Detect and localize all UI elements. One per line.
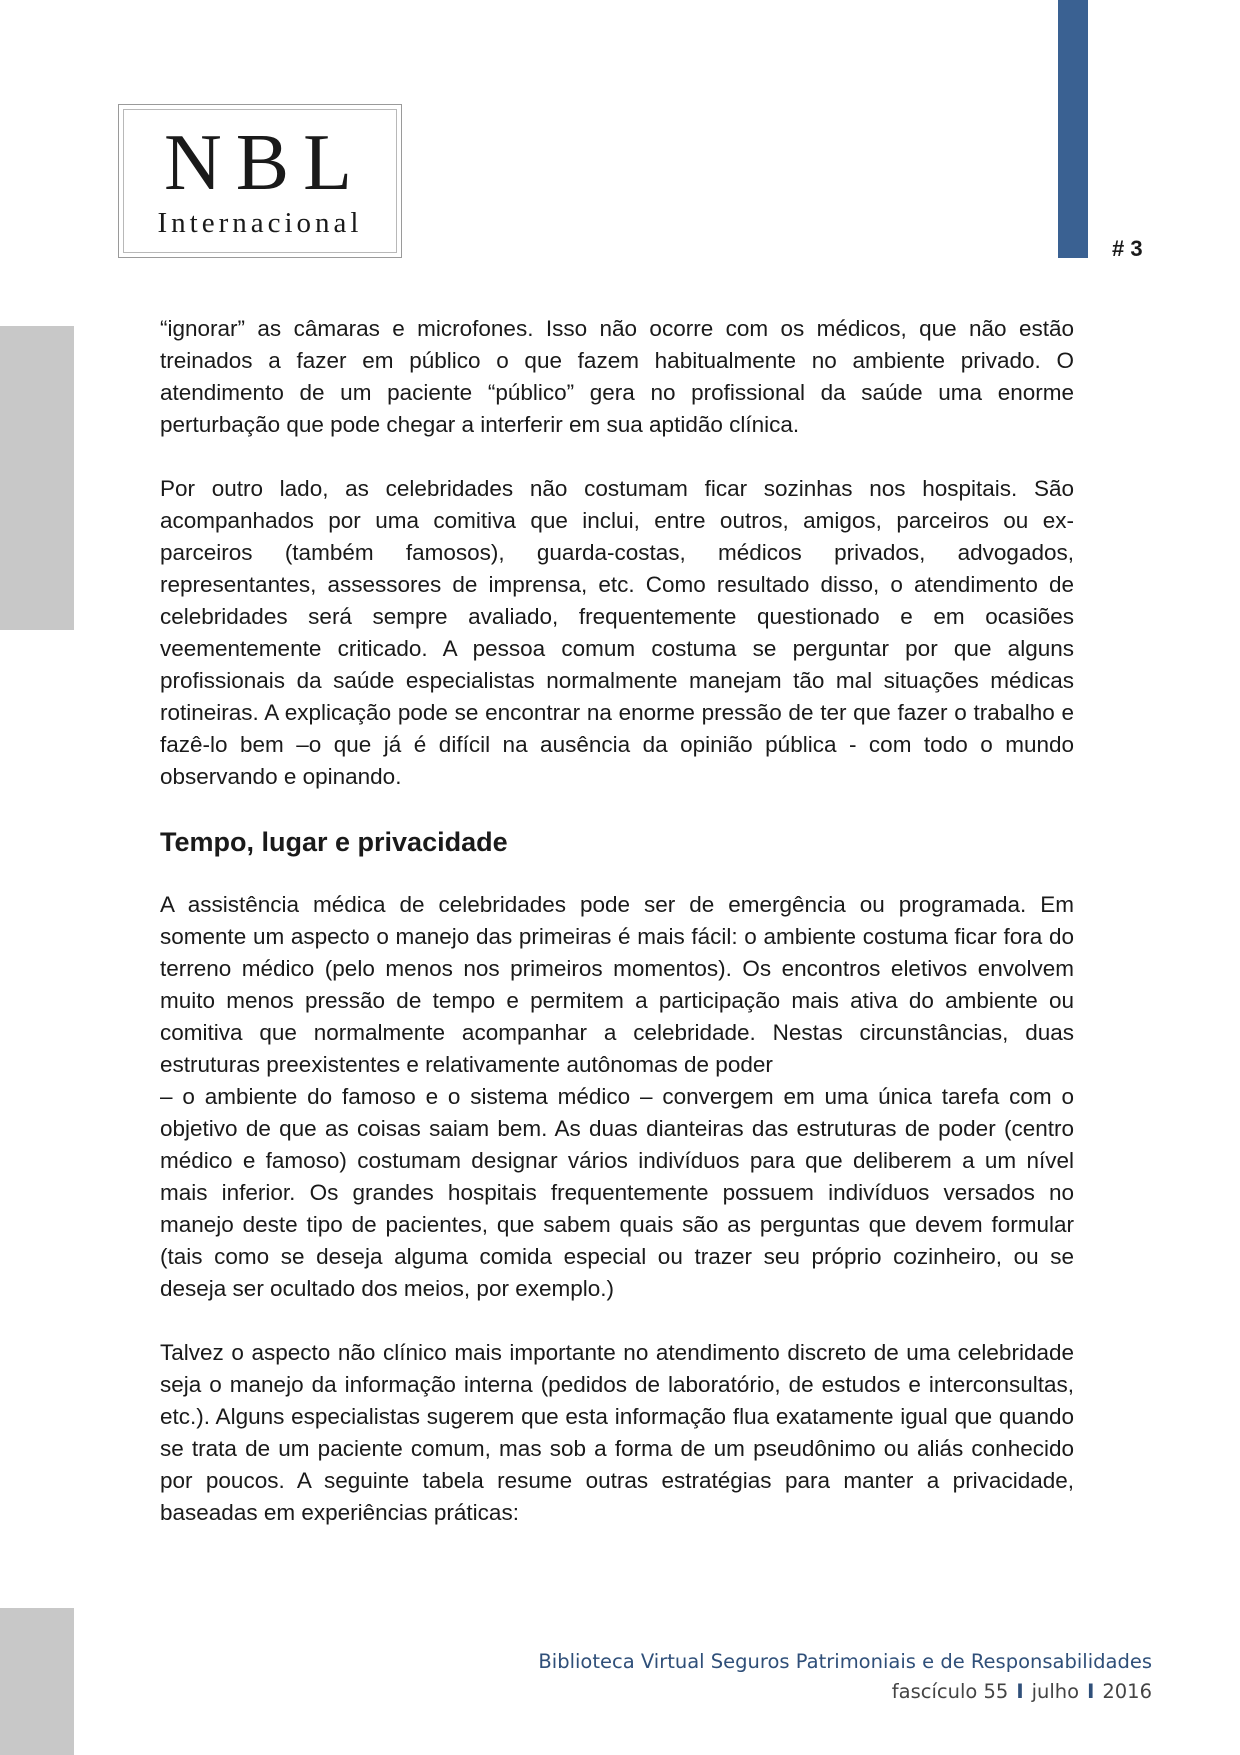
footer-separator: I — [1016, 1680, 1024, 1703]
logo-sub-text: Internacional — [157, 207, 363, 239]
logo — [118, 104, 402, 258]
footer-year: 2016 — [1102, 1680, 1152, 1703]
paragraph: “ignorar” as câmaras e microfones. Isso não ocorre com os médicos, que não estão treinados a fazer em público o que fazem habitualmente no ambiente privado. O atendimento de um paciente “público” gera no profissional da saúde uma enorme perturbação que pode chegar a interferir em sua aptidão clínica. — [160, 316, 1074, 437]
page-footer — [538, 1647, 1152, 1707]
paragraph: Talvez o aspecto não clínico mais importante no atendimento discreto de uma celebridade seja o manejo da informação interna (pedidos de laboratório, de estudos e interconsultas, etc.). Alguns especialistas sugerem que esta informação flua exatamente igual que quando se trata de um paciente comum, mas sob a forma de um pseudônimo ou aliás conhecido por poucos. A seguinte tabela resume outras estratégias para manter a privacidade, baseadas em experiências práticas: — [160, 1340, 1074, 1525]
footer-month: julho — [1031, 1680, 1080, 1703]
footer-issue-line — [538, 1677, 1152, 1707]
footer-library-title: Biblioteca Virtual Seguros Patrimoniais e de Responsabilidades — [538, 1650, 1152, 1673]
footer-fasciculo: fascículo 55 — [891, 1680, 1009, 1703]
logo-main-text: NBL — [164, 119, 366, 207]
page-number: # 3 — [1112, 236, 1143, 261]
side-tab-top — [0, 326, 74, 630]
article-body — [160, 313, 1074, 1561]
paragraph: A assistência médica de celebridades pode ser de emergência ou programada. Em somente um aspecto o manejo das primeiras é mais fácil: o ambiente costuma ficar fora do terreno médico (pelo menos nos primeiros momentos). Os encontros eletivos envolvem muito menos pressão de tempo e permitem a participação mais ativa do ambiente ou comitiva que normalmente acompanhar a celebridade. Nestas circunstâncias, duas estruturas preexistentes e relativamente autônomas de poder — [160, 892, 1074, 1077]
side-tab-bottom — [0, 1608, 74, 1755]
footer-separator: I — [1087, 1680, 1095, 1703]
section-heading: Tempo, lugar e privacidade — [160, 827, 508, 857]
paragraph: Por outro lado, as celebridades não costumam ficar sozinhas nos hospitais. São acompanhados por uma comitiva que inclui, entre outros, amigos, parceiros ou ex-parceiros (também famosos), guarda-costas, médicos privados, advogados, representantes, assessores de imprensa, etc. Como resultado disso, o atendimento de celebridades será sempre avaliado, frequentemente questionado e em ocasiões veementemente criticado. A pessoa comum costuma se perguntar por que alguns profissionais da saúde especialistas normalmente manejam tão mal situações médicas rotineiras. A explicação pode se encontrar na enorme pressão de ter que fazer o trabalho e fazê-lo bem –o que já é difícil na ausência da opinião pública - com todo o mundo observando e opinando. — [160, 476, 1074, 789]
header-accent-bar — [1058, 0, 1088, 258]
paragraph: – o ambiente do famoso e o sistema médico – convergem em uma única tarefa com o objetivo de que as coisas saiam bem. As duas dianteiras das estruturas de poder (centro médico e famoso) costumam designar vários indivíduos para que deliberem a um nível mais inferior. Os grandes hospitais frequentemente possuem indivíduos versados no manejo deste tipo de pacientes, que sabem quais são as perguntas que devem formular (tais como se deseja alguma comida especial ou trazer seu próprio cozinheiro, ou se deseja ser ocultado dos meios, por exemplo.) — [160, 1084, 1074, 1301]
